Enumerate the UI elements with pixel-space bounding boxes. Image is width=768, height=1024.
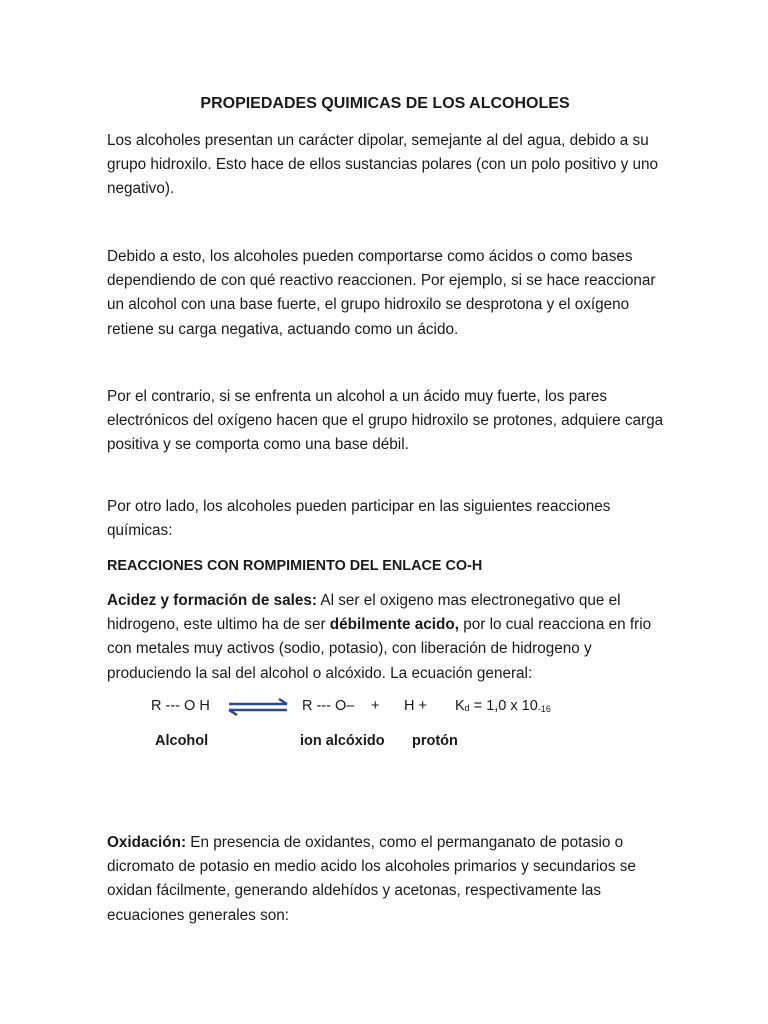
label-ion-alcoxido: ion alcóxido [300,733,385,749]
kd-symbol: K [455,698,465,714]
paragraph-acid-base: Debido a esto, los alcoholes pueden comportarse como ácidos o como bases dependiendo de con qué reactivo reaccionen. Por ejemplo, si se hace reaccionar un alcohol con una base fuerte, el grupo hidroxilo se desprotona y el oxígeno retiene su carga negativa, actuando como un ácido. [107,248,656,338]
acidez-bold-mid: débilmente acido, [329,616,459,634]
equilibrium-arrow-icon [225,698,291,716]
oxidacion-lead: Oxidación: [107,834,187,851]
equation-reactant: R --- O H [151,698,210,714]
paragraph-acidez [107,589,667,686]
kd-exponent: -16 [537,704,551,714]
equation-kd [455,696,551,719]
equation-proton: H + [404,698,427,714]
paragraph-reactions-intro: Por otro lado, los alcoholes pueden participar en las siguientes reacciones químicas: [107,498,611,540]
acidez-text-1: Al ser el oxigeno mas electronegativo que el hidrogeno, este ultimo ha de ser [107,592,621,634]
paragraph-oxidacion [107,831,667,928]
equation-product: R --- O– [302,698,355,714]
kd-value: = 1,0 x 10 [469,698,538,714]
document-title: PROPIEDADES QUIMICAS DE LOS ALCOHOLES [200,95,570,112]
section-heading: REACCIONES CON ROMPIMIENTO DEL ENLACE CO-H [107,558,483,574]
acidez-text-2: por lo cual reacciona en frio con metales muy activos (sodio, potasio), con liberación de hidrogeno y produciendo la sal del alcohol o alcóxido. La ecuación general: [107,616,652,682]
label-proton: protón [412,733,458,749]
oxidacion-text: En presencia de oxidantes, como el permanganato de potasio o dicromato de potasio en medio acido los alcoholes primarios y secundarios se oxidan fácilmente, generando aldehídos y acetonas, respectivamente las ecuaciones generales son: [107,834,636,924]
paragraph-dipolar: Los alcoholes presentan un carácter dipolar, semejante al del agua, debido a su grupo hidroxilo. Esto hace de ellos sustancias polares (con un polo positivo y uno negativo). [107,132,659,198]
label-alcohol: Alcohol [155,733,209,749]
acidez-lead: Acidez y formación de sales: [107,592,317,609]
kd-subscript: d [464,703,470,713]
paragraph-protonation: Por el contrario, si se enfrenta un alcohol a un ácido muy fuerte, los pares electrónicos del oxígeno hacen que el grupo hidroxilo se protones, adquiere carga positiva y se comporta como una base débil. [107,388,664,454]
equation-plus: + [371,698,380,714]
